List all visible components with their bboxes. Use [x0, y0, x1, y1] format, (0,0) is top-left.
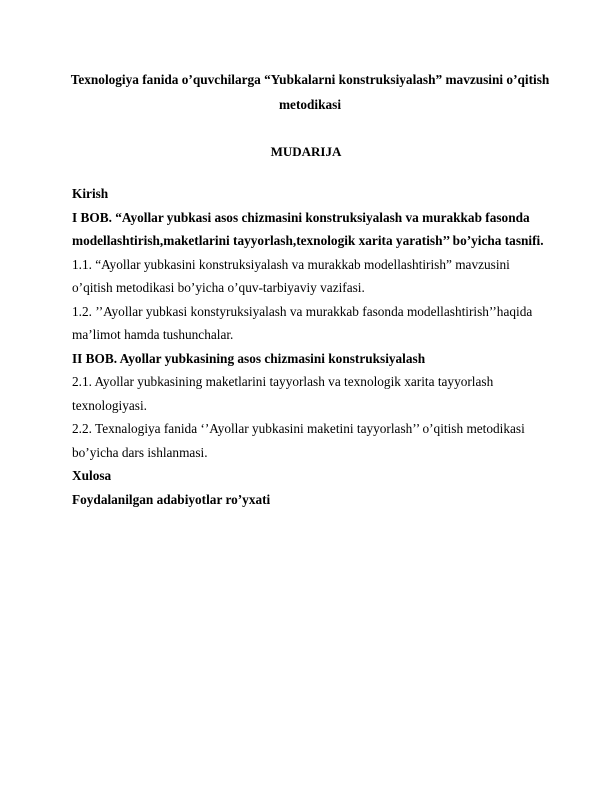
toc-entry-references: Foydalanilgan adabiyotlar ro’yxati [72, 491, 271, 507]
toc-entry-2-2: 2.2. Texnalogiya fanida ‘’Ayollar yubkasini maketini tayyorlash’’ o’qitish metodikasi bo’yicha dars ishlanmasi. [72, 421, 525, 460]
toc-entry-1-2: 1.2. ’’Ayollar yubkasi konstyruksiyalash va murakkab fasonda modellashtirish’’haqida ma’limot hamda tushunchalar. [72, 303, 533, 342]
toc-entry-xulosa: Xulosa [72, 468, 112, 483]
toc-entry-1-1: 1.1. “Ayollar yubkasini konstruksiyalash va murakkab modellashtirish” mavzusini o’qitish metodikasi bo’yicha o’quv-tarbiyaviy vazifasi. [72, 256, 510, 295]
document-title: Texnologiya fanida o’quvchilarga “Yubkalarni konstruksiyalash” mavzusini o’qitish metodikasi [70, 72, 550, 112]
table-of-contents [72, 182, 552, 511]
toc-entry-kirish: Kirish [72, 186, 109, 201]
toc-entry-chapter-2: II BOB. Ayollar yubkasining asos chizmasini konstruksiyalash [72, 350, 426, 366]
toc-entry-chapter-1: I BOB. “Ayollar yubkasi asos chizmasini konstruksiyalash va murakkab fasonda modellashtirish,maketlarini tayyorlash,texnologik xarita yaratish’’ bo’yicha tasnifi. [72, 209, 544, 248]
contents-heading: MUDARIJA [270, 144, 342, 159]
toc-entry-2-1: 2.1. Ayollar yubkasining maketlarini tayyorlash va texnologik xarita tayyorlash texnologiyasi. [72, 374, 494, 413]
